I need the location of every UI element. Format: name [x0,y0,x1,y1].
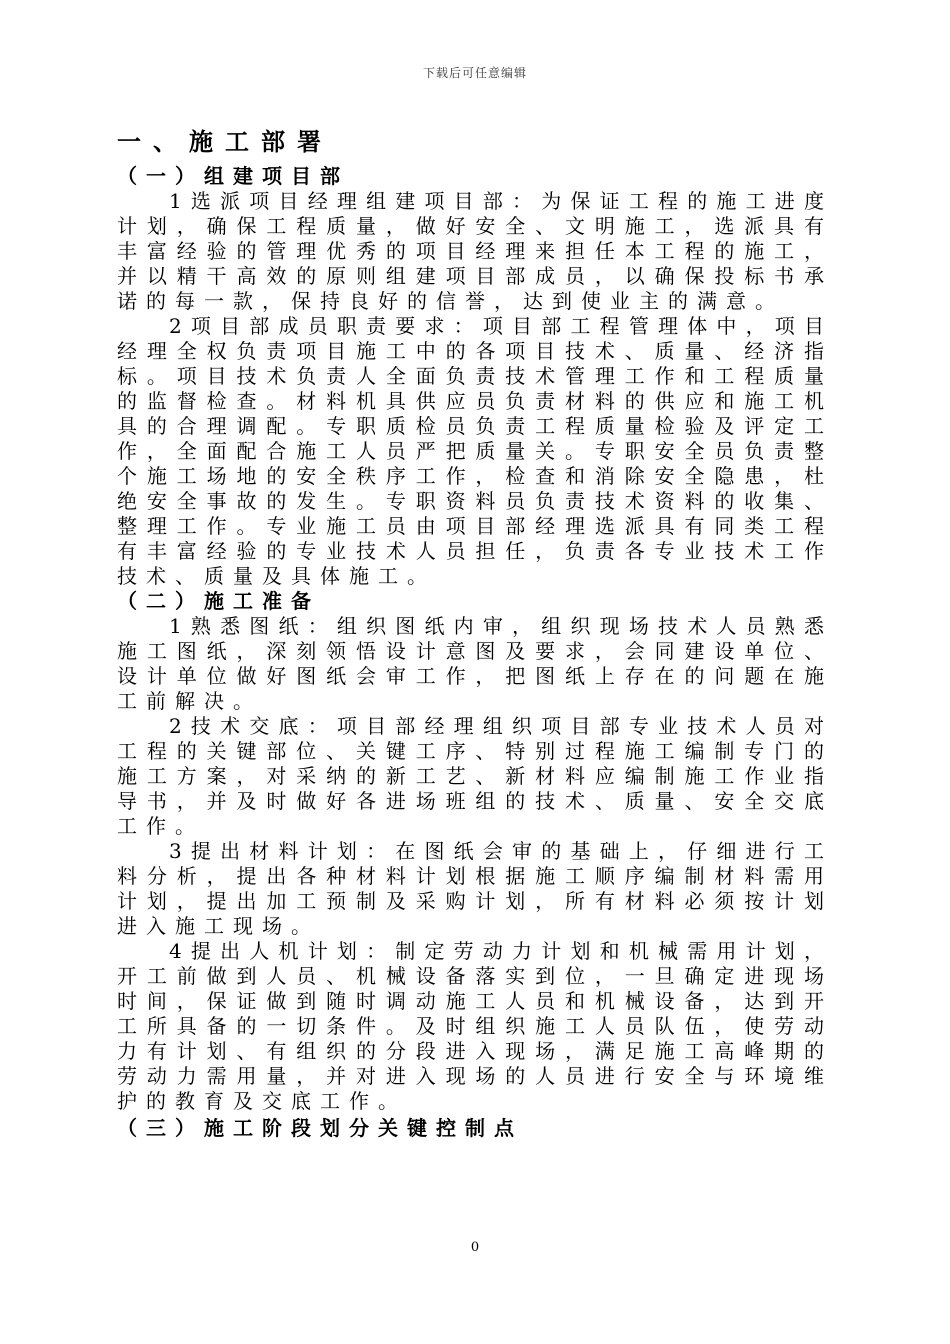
page-number: 0 [470,1240,480,1255]
subsection-3 [117,1116,833,1141]
paragraph-2-4: 4提出人机计划：制定劳动力计划和机械需用计划，开工前做到人员、机械设备落实到位，一旦确定进现场时间，保证做到随时调动施工人员和机械设备，达到开工所具备的一切条件。及时组织施工人员队伍，使劳动力有计划、有组织的分段进入现场，满足施工高峰期的劳动力需用量，并对进入现场的人员进行安全与环境维护的教育及交底工作。 [117,939,833,1113]
subsection-title-1: （一）组建项目部 [117,164,349,188]
subsection-1 [117,164,833,589]
document-body [117,124,833,1141]
subsection-title-3: （三）施工阶段划分关键控制点 [117,1116,523,1140]
paragraph-1-2: 2项目部成员职责要求：项目部工程管理体中，项目经理全权负责项目施工中的各项目技术、质量、经济指标。项目技术负责人全面负责技术管理工作和工程质量的监督检查。材料机具供应员负责材料的供应和施工机具的合理调配。专职质检员负责工程质量检验及评定工作，全面配合施工人员严把质量关。专职安全员负责整个施工场地的安全秩序工作，检查和消除安全隐患，杜绝安全事故的发生。专职资料员负责技术资料的收集、整理工作。专业施工员由项目部经理选派具有同类工程有丰富经验的专业技术人员担任，负责各专业技术工作技术、质量及具体施工。 [117,314,833,588]
paragraph-2-2: 2技术交底：项目部经理组织项目部专业技术人员对工程的关键部位、关键工序、特别过程施工编制专门的施工方案，对采纳的新工艺、新材料应编制施工作业指导书，并及时做好各进场班组的技术、质量、安全交底工作。 [117,714,833,838]
page-header: 下载后可任意编辑 [422,66,527,80]
section-title: 一、施工部署 [117,127,333,156]
subsection-2 [117,589,833,1114]
paragraph-1-1: 1选派项目经理组建项目部：为保证工程的施工进度计划，确保工程质量，做好安全、文明施工，选派具有丰富经验的管理优秀的项目经理来担任本工程的施工，并以精干高效的原则组建项目部成员，以确保投标书承诺的每一款，保持良好的信誉，达到使业主的满意。 [117,189,833,313]
paragraph-2-1: 1熟悉图纸：组织图纸内审，组织现场技术人员熟悉施工图纸，深刻领悟设计意图及要求，会同建设单位、设计单位做好图纸会审工作，把图纸上存在的问题在施工前解决。 [117,614,833,713]
subsection-title-2: （二）施工准备 [117,589,320,613]
paragraph-2-3: 3提出材料计划：在图纸会审的基础上，仔细进行工料分析，提出各种材料计划根据施工顺序编制材料需用计划，提出加工预制及采购计划，所有材料必须按计划进入施工现场。 [117,839,833,938]
